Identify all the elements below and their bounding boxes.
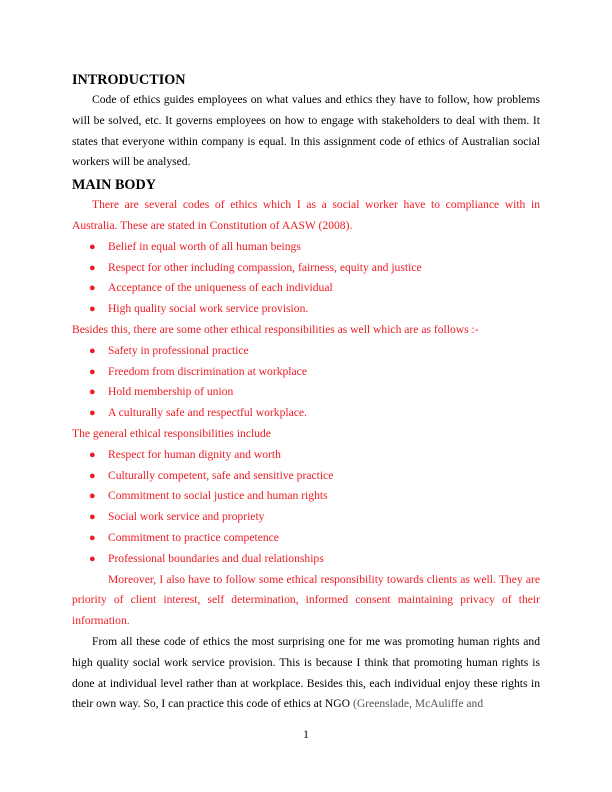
list-item: ● Respect for human dignity and worth <box>72 445 540 466</box>
final-paragraph <box>72 632 540 715</box>
list-item: ● Social work service and propriety <box>72 507 540 528</box>
final-citation: (Greenslade, McAuliffe and <box>352 697 484 711</box>
bullet-icon: ● <box>89 240 96 253</box>
bullet-icon: ● <box>89 282 96 295</box>
bullet-icon: ● <box>89 511 96 524</box>
bullet-icon: ● <box>89 303 96 316</box>
clients-paragraph: Moreover, I also have to follow some ethical responsibility towards clients as well. They are priority of client interest, self determination, informed consent maintaining privacy of their information. <box>72 572 540 628</box>
list-item: ● Commitment to practice competence <box>72 528 540 549</box>
general-responsibilities-list <box>72 445 540 570</box>
list-item: ● Acceptance of the uniqueness of each individual <box>72 278 540 299</box>
list-item: ● A culturally safe and respectful workplace. <box>72 403 540 424</box>
bullet-icon: ● <box>89 365 96 378</box>
responsibilities-intro: Besides this, there are some other ethical responsibilities as well which are as follows :- <box>72 322 479 336</box>
final-paragraph-text: From all these code of ethics the most surprising one for me was promoting human rights and high quality social work service provision. This is because I think that promoting human rights is done at individual level rather than at workplace. Besides this, each individual enjoy these rights in their own way. So, I can practice this code of ethics at NGO <box>72 634 540 711</box>
core-values-list <box>72 237 540 320</box>
general-responsibilities-intro: The general ethical responsibilities include <box>72 426 271 440</box>
list-item: ● High quality social work service provision. <box>72 299 540 320</box>
list-item: ● Belief in equal worth of all human beings <box>72 237 540 258</box>
document-page <box>72 70 540 715</box>
list-item: ● Commitment to social justice and human rights <box>72 486 540 507</box>
list-item: ● Respect for other including compassion, fairness, equity and justice <box>72 258 540 279</box>
bullet-icon: ● <box>89 386 96 399</box>
list-item: ● Safety in professional practice <box>72 341 540 362</box>
list-item: ● Freedom from discrimination at workplace <box>72 362 540 383</box>
list-item: ● Culturally competent, safe and sensitive practice <box>72 466 540 487</box>
bullet-icon: ● <box>89 448 96 461</box>
bullet-icon: ● <box>89 469 96 482</box>
list-item: ● Professional boundaries and dual relationships <box>72 549 540 570</box>
list-item: ● Hold membership of union <box>72 382 540 403</box>
bullet-icon: ● <box>89 531 96 544</box>
bullet-icon: ● <box>89 407 96 420</box>
introduction-paragraph: Code of ethics guides employees on what values and ethics they have to follow, how problems will be solved, etc. It governs employees on how to engage with stakeholders to deal with them. It states that everyone within company is equal. In this assignment code of ethics of Australian social workers will be analysed. <box>72 93 540 169</box>
bullet-icon: ● <box>89 490 96 503</box>
main-body-heading: MAIN BODY <box>72 177 156 194</box>
main-body-intro: There are several codes of ethics which I as a social worker have to compliance with in Australia. These are stated in Constitution of AASW (2008). <box>72 198 540 232</box>
page-number: 1 <box>303 728 309 741</box>
bullet-icon: ● <box>89 552 96 565</box>
workplace-responsibilities-list <box>72 341 540 424</box>
bullet-icon: ● <box>89 344 96 357</box>
introduction-heading: INTRODUCTION <box>72 72 186 88</box>
bullet-icon: ● <box>89 261 96 274</box>
